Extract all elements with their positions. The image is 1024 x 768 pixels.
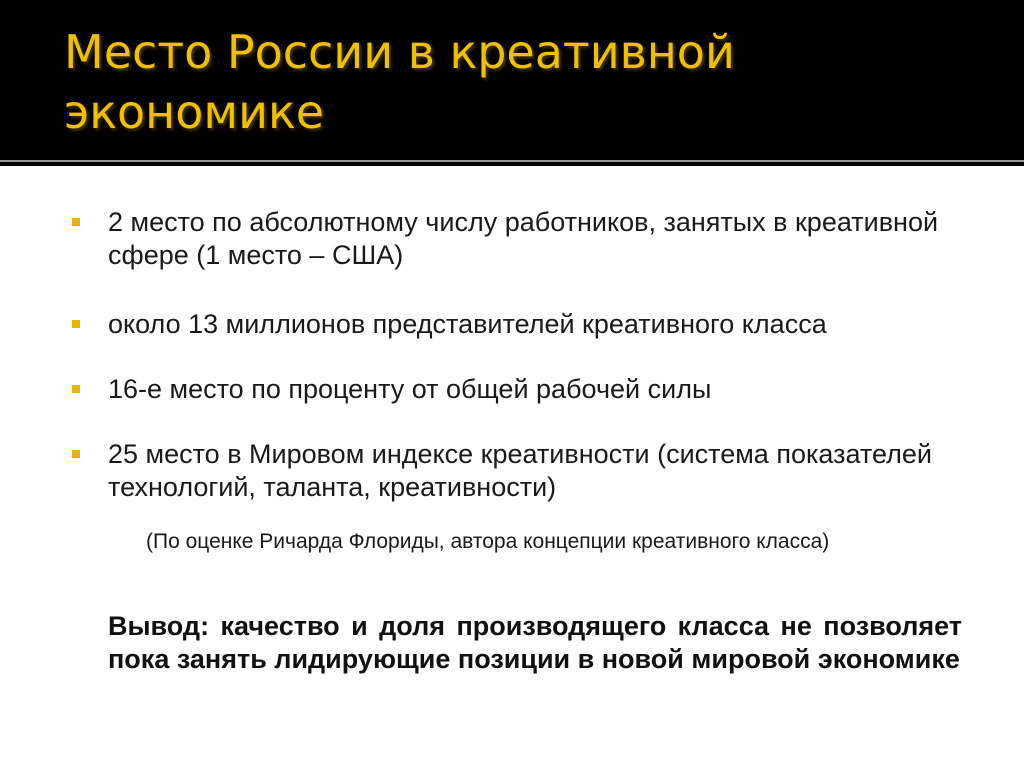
- header-divider: [0, 160, 1024, 162]
- conclusion-text: Вывод: качество и доля производящего класса не позволяет пока занять лидирующие позиции в новой мировой экономике: [108, 611, 962, 674]
- bullet-text: 2 место по абсолютному числу работников, занятых в креативной сфере (1 место – США): [108, 207, 939, 270]
- square-bullet-icon: [72, 320, 80, 328]
- bullet-item: [72, 206, 972, 272]
- bullet-item: [72, 438, 972, 504]
- source-note: (По оценке Ричарда Флориды, автора концепции креативного класса): [146, 530, 830, 553]
- bullet-text: около 13 миллионов представителей креативного класса: [108, 309, 827, 339]
- bullet-text: 16-е место по проценту от общей рабочей силы: [108, 374, 712, 404]
- bullet-text: 25 место в Мировом индексе креативности (система показателей технологий, таланта, креативности): [108, 439, 932, 502]
- slide-header: [0, 0, 1024, 160]
- bullet-list: [72, 206, 972, 504]
- slide-title: Место России в креативной экономике: [64, 25, 735, 139]
- bullet-item: [72, 373, 972, 406]
- square-bullet-icon: [72, 385, 80, 393]
- square-bullet-icon: [72, 218, 80, 226]
- bullet-item: [72, 308, 972, 341]
- square-bullet-icon: [72, 450, 80, 458]
